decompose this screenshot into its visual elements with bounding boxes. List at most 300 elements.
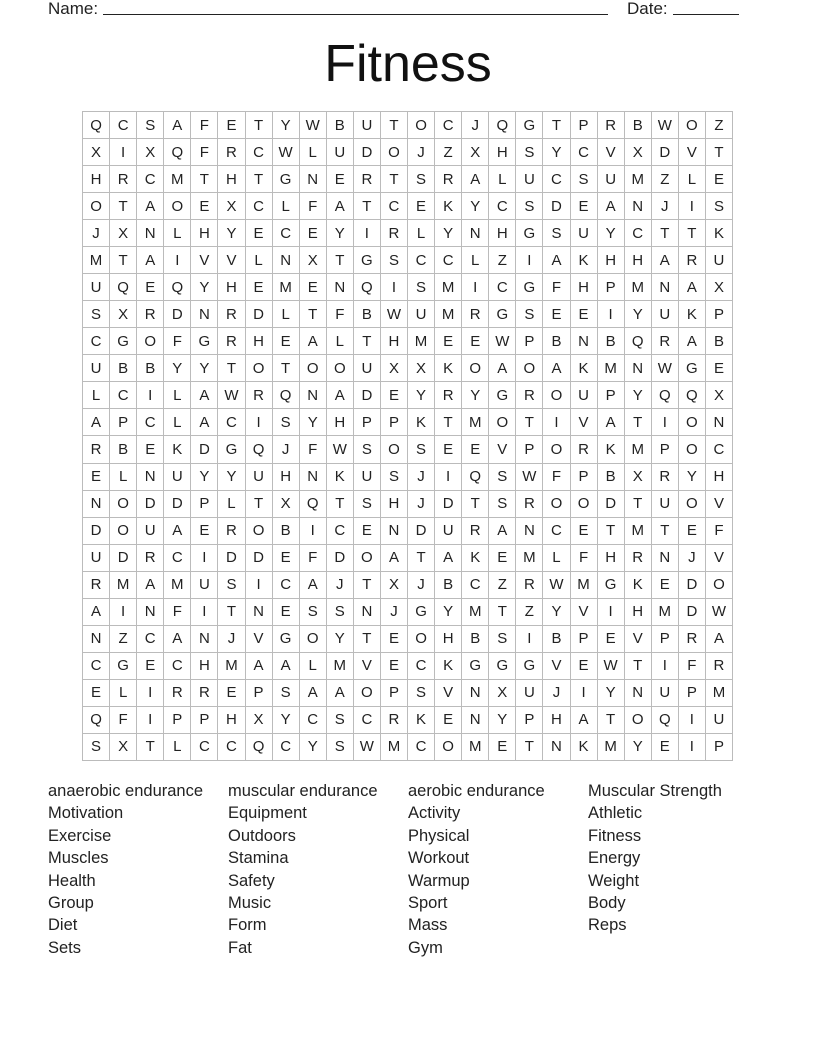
grid-cell: C bbox=[137, 166, 164, 193]
grid-cell: T bbox=[652, 220, 679, 247]
grid-cell: C bbox=[191, 734, 218, 761]
grid-cell: V bbox=[543, 653, 570, 680]
grid-cell: T bbox=[625, 653, 652, 680]
grid-cell: C bbox=[83, 653, 110, 680]
grid-cell: J bbox=[408, 491, 435, 518]
grid-cell: R bbox=[435, 166, 462, 193]
grid-cell: P bbox=[110, 409, 137, 436]
grid-cell: T bbox=[246, 166, 273, 193]
grid-cell: O bbox=[706, 572, 733, 599]
grid-cell: F bbox=[571, 545, 598, 572]
grid-cell: P bbox=[381, 680, 408, 707]
grid-cell: L bbox=[327, 328, 354, 355]
grid-cell: Q bbox=[300, 491, 327, 518]
grid-cell: E bbox=[83, 464, 110, 491]
grid-cell: K bbox=[435, 193, 462, 220]
grid-cell: Y bbox=[164, 355, 191, 382]
grid-cell: L bbox=[462, 247, 489, 274]
grid-cell: N bbox=[246, 599, 273, 626]
grid-cell: Y bbox=[435, 220, 462, 247]
grid-cell: U bbox=[327, 139, 354, 166]
grid-cell: H bbox=[191, 220, 218, 247]
grid-cell: D bbox=[679, 599, 706, 626]
grid-cell: B bbox=[706, 328, 733, 355]
grid-cell: K bbox=[327, 464, 354, 491]
grid-cell: G bbox=[489, 653, 516, 680]
grid-cell: S bbox=[327, 599, 354, 626]
grid-cell: Y bbox=[679, 464, 706, 491]
grid-cell: T bbox=[327, 247, 354, 274]
grid-cell: T bbox=[543, 112, 570, 139]
grid-cell: I bbox=[300, 518, 327, 545]
grid-cell: E bbox=[571, 301, 598, 328]
grid-cell: X bbox=[706, 274, 733, 301]
grid-cell: T bbox=[246, 491, 273, 518]
grid-cell: N bbox=[462, 220, 489, 247]
grid-cell: C bbox=[137, 626, 164, 653]
grid-cell: E bbox=[137, 274, 164, 301]
grid-cell: P bbox=[679, 680, 706, 707]
grid-cell: S bbox=[516, 193, 543, 220]
grid-cell: S bbox=[218, 572, 245, 599]
grid-cell: R bbox=[516, 382, 543, 409]
word-list-item: Group bbox=[48, 893, 94, 912]
grid-cell: S bbox=[489, 464, 516, 491]
grid-cell: P bbox=[571, 112, 598, 139]
grid-cell: J bbox=[408, 464, 435, 491]
grid-cell: M bbox=[218, 653, 245, 680]
grid-cell: Y bbox=[489, 707, 516, 734]
grid-cell: U bbox=[354, 464, 381, 491]
grid-cell: T bbox=[516, 409, 543, 436]
grid-cell: E bbox=[435, 707, 462, 734]
grid-cell: O bbox=[381, 139, 408, 166]
grid-cell: E bbox=[706, 355, 733, 382]
word-list-item: Weight bbox=[588, 871, 640, 890]
grid-cell: R bbox=[381, 707, 408, 734]
grid-cell: D bbox=[327, 545, 354, 572]
grid-cell: A bbox=[435, 545, 462, 572]
grid-cell: Y bbox=[543, 599, 570, 626]
grid-cell: C bbox=[625, 220, 652, 247]
grid-cell: T bbox=[625, 409, 652, 436]
grid-cell: O bbox=[543, 382, 570, 409]
grid-cell: G bbox=[489, 382, 516, 409]
grid-cell: H bbox=[625, 599, 652, 626]
grid-cell: S bbox=[354, 491, 381, 518]
grid-cell: N bbox=[137, 599, 164, 626]
grid-cell: M bbox=[435, 274, 462, 301]
grid-cell: H bbox=[218, 274, 245, 301]
word-list-item: Energy bbox=[588, 849, 641, 868]
grid-cell: X bbox=[625, 464, 652, 491]
grid-cell: I bbox=[191, 545, 218, 572]
grid-cell: A bbox=[327, 382, 354, 409]
grid-cell: P bbox=[191, 491, 218, 518]
grid-cell: D bbox=[246, 545, 273, 572]
grid-cell: I bbox=[246, 409, 273, 436]
grid-cell: U bbox=[706, 707, 733, 734]
grid-cell: U bbox=[516, 166, 543, 193]
grid-cell: X bbox=[218, 193, 245, 220]
word-list-item: Stamina bbox=[228, 849, 289, 868]
grid-cell: S bbox=[381, 464, 408, 491]
grid-cell: P bbox=[571, 626, 598, 653]
word-search-grid bbox=[82, 111, 733, 761]
grid-cell: A bbox=[543, 355, 570, 382]
grid-cell: Y bbox=[191, 355, 218, 382]
grid-cell: O bbox=[679, 436, 706, 463]
grid-cell: G bbox=[110, 653, 137, 680]
grid-cell: C bbox=[273, 734, 300, 761]
grid-cell: A bbox=[679, 274, 706, 301]
grid-cell: I bbox=[354, 220, 381, 247]
grid-cell: T bbox=[246, 112, 273, 139]
grid-cell: B bbox=[462, 626, 489, 653]
grid-cell: C bbox=[408, 734, 435, 761]
grid-cell: O bbox=[327, 355, 354, 382]
grid-cell: C bbox=[706, 436, 733, 463]
grid-cell: T bbox=[218, 599, 245, 626]
grid-cell: O bbox=[110, 518, 137, 545]
grid-cell: G bbox=[191, 328, 218, 355]
grid-cell: P bbox=[516, 328, 543, 355]
word-list-item: Reps bbox=[588, 916, 627, 935]
grid-cell: N bbox=[706, 409, 733, 436]
grid-cell: E bbox=[137, 436, 164, 463]
grid-cell: K bbox=[706, 220, 733, 247]
grid-cell: T bbox=[218, 355, 245, 382]
grid-cell: M bbox=[625, 274, 652, 301]
page-title: Fitness bbox=[324, 35, 492, 93]
grid-cell: D bbox=[354, 382, 381, 409]
grid-cell: N bbox=[652, 545, 679, 572]
grid-cell: V bbox=[435, 680, 462, 707]
grid-cell: D bbox=[598, 491, 625, 518]
grid-cell: X bbox=[246, 707, 273, 734]
grid-cell: K bbox=[408, 707, 435, 734]
grid-cell: K bbox=[679, 301, 706, 328]
grid-cell: O bbox=[571, 491, 598, 518]
grid-cell: G bbox=[273, 626, 300, 653]
grid-cell: M bbox=[516, 545, 543, 572]
grid-cell: Q bbox=[679, 382, 706, 409]
grid-cell: M bbox=[110, 572, 137, 599]
grid-cell: F bbox=[191, 112, 218, 139]
grid-cell: A bbox=[273, 653, 300, 680]
grid-cell: B bbox=[273, 518, 300, 545]
grid-cell: O bbox=[246, 518, 273, 545]
grid-cell: D bbox=[408, 518, 435, 545]
grid-cell: A bbox=[381, 545, 408, 572]
grid-cell: U bbox=[246, 464, 273, 491]
grid-cell: B bbox=[354, 301, 381, 328]
grid-cell: I bbox=[137, 707, 164, 734]
grid-cell: R bbox=[246, 382, 273, 409]
grid-cell: I bbox=[571, 680, 598, 707]
grid-cell: H bbox=[625, 247, 652, 274]
grid-cell: N bbox=[191, 626, 218, 653]
grid-cell: R bbox=[652, 464, 679, 491]
grid-cell: K bbox=[462, 545, 489, 572]
grid-cell: S bbox=[273, 409, 300, 436]
grid-cell: X bbox=[462, 139, 489, 166]
grid-cell: N bbox=[625, 680, 652, 707]
word-list-item: Physical bbox=[408, 826, 470, 845]
grid-cell: X bbox=[273, 491, 300, 518]
grid-cell: L bbox=[164, 382, 191, 409]
grid-cell: A bbox=[489, 518, 516, 545]
grid-cell: R bbox=[110, 166, 137, 193]
grid-cell: S bbox=[408, 436, 435, 463]
grid-cell: T bbox=[327, 491, 354, 518]
grid-cell: T bbox=[598, 707, 625, 734]
grid-cell: V bbox=[246, 626, 273, 653]
grid-cell: V bbox=[218, 247, 245, 274]
grid-cell: U bbox=[571, 382, 598, 409]
grid-cell: J bbox=[652, 193, 679, 220]
grid-cell: Q bbox=[246, 734, 273, 761]
grid-cell: S bbox=[516, 139, 543, 166]
grid-cell: Q bbox=[625, 328, 652, 355]
grid-cell: X bbox=[381, 572, 408, 599]
grid-cell: O bbox=[110, 491, 137, 518]
grid-cell: G bbox=[273, 166, 300, 193]
grid-cell: B bbox=[327, 112, 354, 139]
grid-cell: I bbox=[598, 599, 625, 626]
grid-cell: O bbox=[679, 409, 706, 436]
grid-cell: M bbox=[462, 734, 489, 761]
grid-cell: D bbox=[679, 572, 706, 599]
grid-cell: V bbox=[679, 139, 706, 166]
grid-cell: O bbox=[164, 193, 191, 220]
grid-cell: A bbox=[246, 653, 273, 680]
word-list-item: Form bbox=[228, 916, 267, 935]
grid-cell: D bbox=[137, 491, 164, 518]
grid-cell: A bbox=[327, 193, 354, 220]
grid-cell: H bbox=[218, 707, 245, 734]
grid-cell: H bbox=[381, 328, 408, 355]
grid-cell: C bbox=[327, 518, 354, 545]
grid-cell: U bbox=[191, 572, 218, 599]
grid-cell: C bbox=[273, 572, 300, 599]
word-list-item: Music bbox=[228, 893, 272, 912]
date-blank-line bbox=[673, 14, 739, 15]
grid-cell: E bbox=[273, 599, 300, 626]
grid-cell: A bbox=[300, 328, 327, 355]
grid-cell: T bbox=[300, 301, 327, 328]
grid-cell: L bbox=[300, 139, 327, 166]
grid-cell: L bbox=[164, 734, 191, 761]
grid-cell: G bbox=[516, 112, 543, 139]
grid-cell: A bbox=[300, 680, 327, 707]
grid-cell: O bbox=[300, 355, 327, 382]
grid-cell: U bbox=[83, 274, 110, 301]
grid-cell: A bbox=[191, 409, 218, 436]
grid-cell: I bbox=[137, 680, 164, 707]
grid-cell: V bbox=[706, 545, 733, 572]
grid-cell: A bbox=[137, 572, 164, 599]
grid-cell: R bbox=[516, 572, 543, 599]
grid-cell: N bbox=[137, 220, 164, 247]
grid-cell: Y bbox=[598, 680, 625, 707]
grid-cell: U bbox=[435, 518, 462, 545]
grid-cell: W bbox=[652, 112, 679, 139]
grid-cell: I bbox=[137, 382, 164, 409]
grid-cell: Z bbox=[489, 572, 516, 599]
grid-cell: E bbox=[571, 653, 598, 680]
grid-cell: D bbox=[110, 545, 137, 572]
grid-cell: T bbox=[137, 734, 164, 761]
grid-cell: T bbox=[354, 626, 381, 653]
grid-cell: E bbox=[137, 653, 164, 680]
grid-cell: E bbox=[706, 166, 733, 193]
grid-cell: T bbox=[381, 112, 408, 139]
grid-cell: Y bbox=[625, 734, 652, 761]
grid-cell: T bbox=[598, 518, 625, 545]
grid-cell: I bbox=[679, 707, 706, 734]
grid-cell: Y bbox=[462, 382, 489, 409]
grid-cell: E bbox=[571, 193, 598, 220]
grid-cell: S bbox=[516, 301, 543, 328]
grid-cell: A bbox=[137, 247, 164, 274]
grid-cell: Q bbox=[110, 274, 137, 301]
grid-cell: D bbox=[83, 518, 110, 545]
grid-cell: D bbox=[652, 139, 679, 166]
grid-cell: H bbox=[706, 464, 733, 491]
grid-cell: E bbox=[679, 518, 706, 545]
grid-cell: E bbox=[381, 382, 408, 409]
grid-cell: S bbox=[83, 734, 110, 761]
grid-cell: P bbox=[571, 464, 598, 491]
grid-cell: N bbox=[300, 166, 327, 193]
grid-cell: R bbox=[679, 247, 706, 274]
grid-cell: N bbox=[652, 274, 679, 301]
grid-cell: P bbox=[706, 301, 733, 328]
grid-cell: B bbox=[435, 572, 462, 599]
grid-cell: Y bbox=[543, 139, 570, 166]
grid-cell: E bbox=[462, 328, 489, 355]
grid-cell: J bbox=[462, 112, 489, 139]
grid-cell: U bbox=[354, 355, 381, 382]
grid-cell: L bbox=[543, 545, 570, 572]
grid-cell: E bbox=[246, 220, 273, 247]
grid-cell: F bbox=[164, 328, 191, 355]
grid-cell: H bbox=[489, 139, 516, 166]
grid-cell: F bbox=[164, 599, 191, 626]
grid-cell: C bbox=[435, 112, 462, 139]
grid-cell: C bbox=[571, 139, 598, 166]
grid-cell: Q bbox=[354, 274, 381, 301]
grid-cell: A bbox=[679, 328, 706, 355]
grid-cell: O bbox=[408, 626, 435, 653]
grid-cell: Y bbox=[625, 382, 652, 409]
grid-cell: O bbox=[83, 193, 110, 220]
grid-cell: C bbox=[110, 112, 137, 139]
grid-cell: P bbox=[598, 274, 625, 301]
grid-cell: F bbox=[543, 464, 570, 491]
word-list-item: Muscular Strength bbox=[588, 782, 722, 800]
grid-cell: M bbox=[327, 653, 354, 680]
grid-cell: S bbox=[83, 301, 110, 328]
grid-cell: Y bbox=[191, 274, 218, 301]
grid-cell: D bbox=[354, 139, 381, 166]
grid-cell: H bbox=[218, 166, 245, 193]
grid-cell: E bbox=[652, 572, 679, 599]
grid-cell: O bbox=[679, 491, 706, 518]
grid-cell: N bbox=[327, 274, 354, 301]
grid-cell: T bbox=[354, 572, 381, 599]
grid-cell: S bbox=[706, 193, 733, 220]
grid-cell: Y bbox=[625, 301, 652, 328]
grid-cell: R bbox=[679, 626, 706, 653]
grid-cell: E bbox=[273, 328, 300, 355]
grid-cell: W bbox=[300, 112, 327, 139]
grid-cell: Q bbox=[83, 707, 110, 734]
grid-cell: S bbox=[489, 626, 516, 653]
grid-cell: R bbox=[598, 112, 625, 139]
grid-cell: H bbox=[543, 707, 570, 734]
grid-cell: E bbox=[571, 518, 598, 545]
grid-cell: T bbox=[354, 328, 381, 355]
grid-cell: T bbox=[625, 491, 652, 518]
grid-cell: J bbox=[381, 599, 408, 626]
grid-cell: A bbox=[652, 247, 679, 274]
grid-cell: U bbox=[137, 518, 164, 545]
grid-cell: N bbox=[381, 518, 408, 545]
grid-cell: A bbox=[571, 707, 598, 734]
grid-cell: Q bbox=[652, 382, 679, 409]
grid-cell: M bbox=[652, 599, 679, 626]
grid-cell: J bbox=[273, 436, 300, 463]
grid-cell: J bbox=[408, 572, 435, 599]
grid-cell: U bbox=[598, 166, 625, 193]
grid-cell: J bbox=[83, 220, 110, 247]
name-blank-line bbox=[103, 14, 608, 15]
grid-cell: S bbox=[300, 599, 327, 626]
grid-cell: O bbox=[300, 626, 327, 653]
grid-cell: C bbox=[164, 653, 191, 680]
grid-cell: C bbox=[462, 572, 489, 599]
grid-cell: E bbox=[300, 220, 327, 247]
word-list-item: Sets bbox=[48, 938, 82, 957]
grid-cell: G bbox=[110, 328, 137, 355]
grid-cell: Y bbox=[218, 464, 245, 491]
grid-cell: W bbox=[354, 734, 381, 761]
grid-cell: A bbox=[83, 409, 110, 436]
grid-cell: E bbox=[273, 545, 300, 572]
grid-cell: C bbox=[489, 193, 516, 220]
grid-cell: F bbox=[327, 301, 354, 328]
grid-cell: S bbox=[408, 166, 435, 193]
grid-cell: N bbox=[625, 355, 652, 382]
grid-cell: L bbox=[300, 653, 327, 680]
grid-cell: Q bbox=[164, 139, 191, 166]
grid-cell: R bbox=[435, 382, 462, 409]
grid-cell: G bbox=[218, 436, 245, 463]
grid-cell: E bbox=[354, 518, 381, 545]
grid-cell: H bbox=[381, 491, 408, 518]
word-list-item: Athletic bbox=[588, 804, 643, 823]
grid-cell: O bbox=[137, 328, 164, 355]
grid-cell: S bbox=[327, 734, 354, 761]
grid-cell: T bbox=[191, 166, 218, 193]
grid-cell: N bbox=[625, 193, 652, 220]
grid-cell: E bbox=[435, 328, 462, 355]
grid-cell: O bbox=[489, 409, 516, 436]
grid-cell: E bbox=[381, 626, 408, 653]
grid-cell: E bbox=[83, 680, 110, 707]
